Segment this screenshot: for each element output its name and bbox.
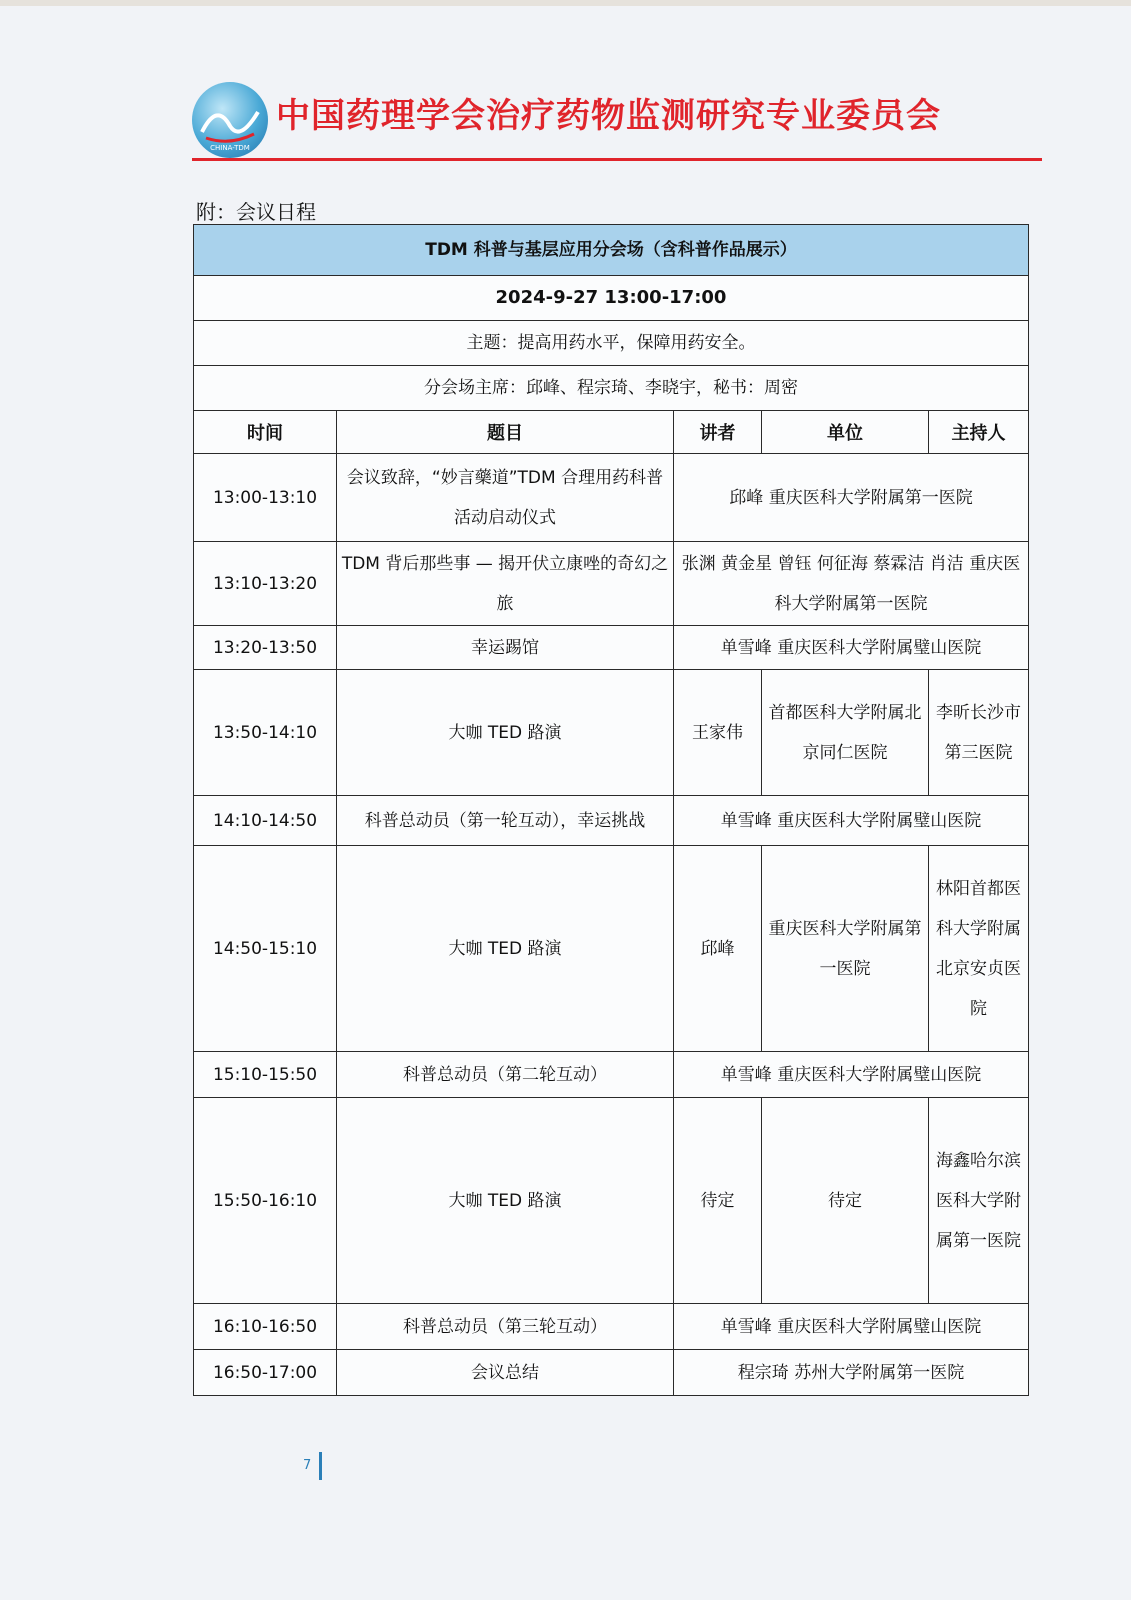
scan-edge [0,0,1131,6]
session-chairs: 分会场主席：邱峰、程宗琦、李晓宇，秘书：周密 [194,366,1029,411]
table-row [194,1098,1029,1304]
topic-cell: 大咖 TED 路演 [337,670,674,796]
time-cell: 14:50-15:10 [194,846,337,1052]
host-cell: 海鑫哈尔滨医科大学附属第一医院 [929,1098,1029,1304]
col-time: 时间 [194,411,337,454]
page-number: 7 [303,1458,312,1473]
header-row [194,411,1029,454]
header-divider [192,158,1042,161]
table-row [194,626,1029,670]
time-cell: 13:20-13:50 [194,626,337,670]
unit-cell: 待定 [762,1098,929,1304]
time-cell: 15:50-16:10 [194,1098,337,1304]
topic-cell: TDM 背后那些事 — 揭开伏立康唑的奇幻之旅 [337,542,674,626]
speaker-cell: 邱峰 [674,846,762,1052]
col-host: 主持人 [929,411,1029,454]
merged-cell: 单雪峰 重庆医科大学附属璧山医院 [674,626,1029,670]
host-cell: 林阳首都医科大学附属北京安贞医院 [929,846,1029,1052]
session-theme: 主题：提高用药水平，保障用药安全。 [194,321,1029,366]
topic-cell: 幸运踢馆 [337,626,674,670]
table-row [194,1052,1029,1098]
organization-name: 中国药理学会治疗药物监测研究专业委员会 [276,96,941,136]
session-theme-row [194,321,1029,366]
host-cell: 李昕长沙市第三医院 [929,670,1029,796]
time-cell: 13:00-13:10 [194,454,337,542]
merged-cell: 单雪峰 重庆医科大学附属璧山医院 [674,1304,1029,1350]
svg-text:CHINA-TDM: CHINA-TDM [210,144,250,152]
letterhead [192,78,1042,168]
session-chairs-row [194,366,1029,411]
session-title-row [194,225,1029,276]
table-row [194,846,1029,1052]
topic-cell: 会议总结 [337,1350,674,1396]
topic-cell: 大咖 TED 路演 [337,1098,674,1304]
col-unit: 单位 [762,411,929,454]
time-cell: 16:10-16:50 [194,1304,337,1350]
table-row [194,454,1029,542]
table-row [194,1350,1029,1396]
society-logo [192,82,268,158]
session-datetime: 2024-9-27 13:00-17:00 [194,276,1029,321]
schedule-table [193,224,1029,1396]
merged-cell: 单雪峰 重庆医科大学附属璧山医院 [674,796,1029,846]
topic-cell: 科普总动员（第一轮互动），幸运挑战 [337,796,674,846]
session-title: TDM 科普与基层应用分会场（含科普作品展示） [194,225,1029,276]
table-row [194,670,1029,796]
topic-cell: 大咖 TED 路演 [337,846,674,1052]
speaker-cell: 待定 [674,1098,762,1304]
table-row [194,1304,1029,1350]
session-date-row [194,276,1029,321]
table-row [194,796,1029,846]
merged-cell: 单雪峰 重庆医科大学附属璧山医院 [674,1052,1029,1098]
unit-cell: 重庆医科大学附属第一医院 [762,846,929,1052]
col-topic: 题目 [337,411,674,454]
merged-cell: 邱峰 重庆医科大学附属第一医院 [674,454,1029,542]
merged-cell: 程宗琦 苏州大学附属第一医院 [674,1350,1029,1396]
time-cell: 16:50-17:00 [194,1350,337,1396]
topic-cell: 会议致辞，“妙言藥道”TDM 合理用药科普活动启动仪式 [337,454,674,542]
table-row [194,542,1029,626]
time-cell: 15:10-15:50 [194,1052,337,1098]
time-cell: 14:10-14:50 [194,796,337,846]
unit-cell: 首都医科大学附属北京同仁医院 [762,670,929,796]
time-cell: 13:50-14:10 [194,670,337,796]
speaker-cell: 王家伟 [674,670,762,796]
time-cell: 13:10-13:20 [194,542,337,626]
col-speaker: 讲者 [674,411,762,454]
topic-cell: 科普总动员（第二轮互动） [337,1052,674,1098]
merged-cell: 张渊 黄金星 曾钰 何征海 蔡霖洁 肖洁 重庆医科大学附属第一医院 [674,542,1029,626]
appendix-label: 附：会议日程 [196,200,316,224]
topic-cell: 科普总动员（第三轮互动） [337,1304,674,1350]
page-number-bar [319,1452,322,1480]
